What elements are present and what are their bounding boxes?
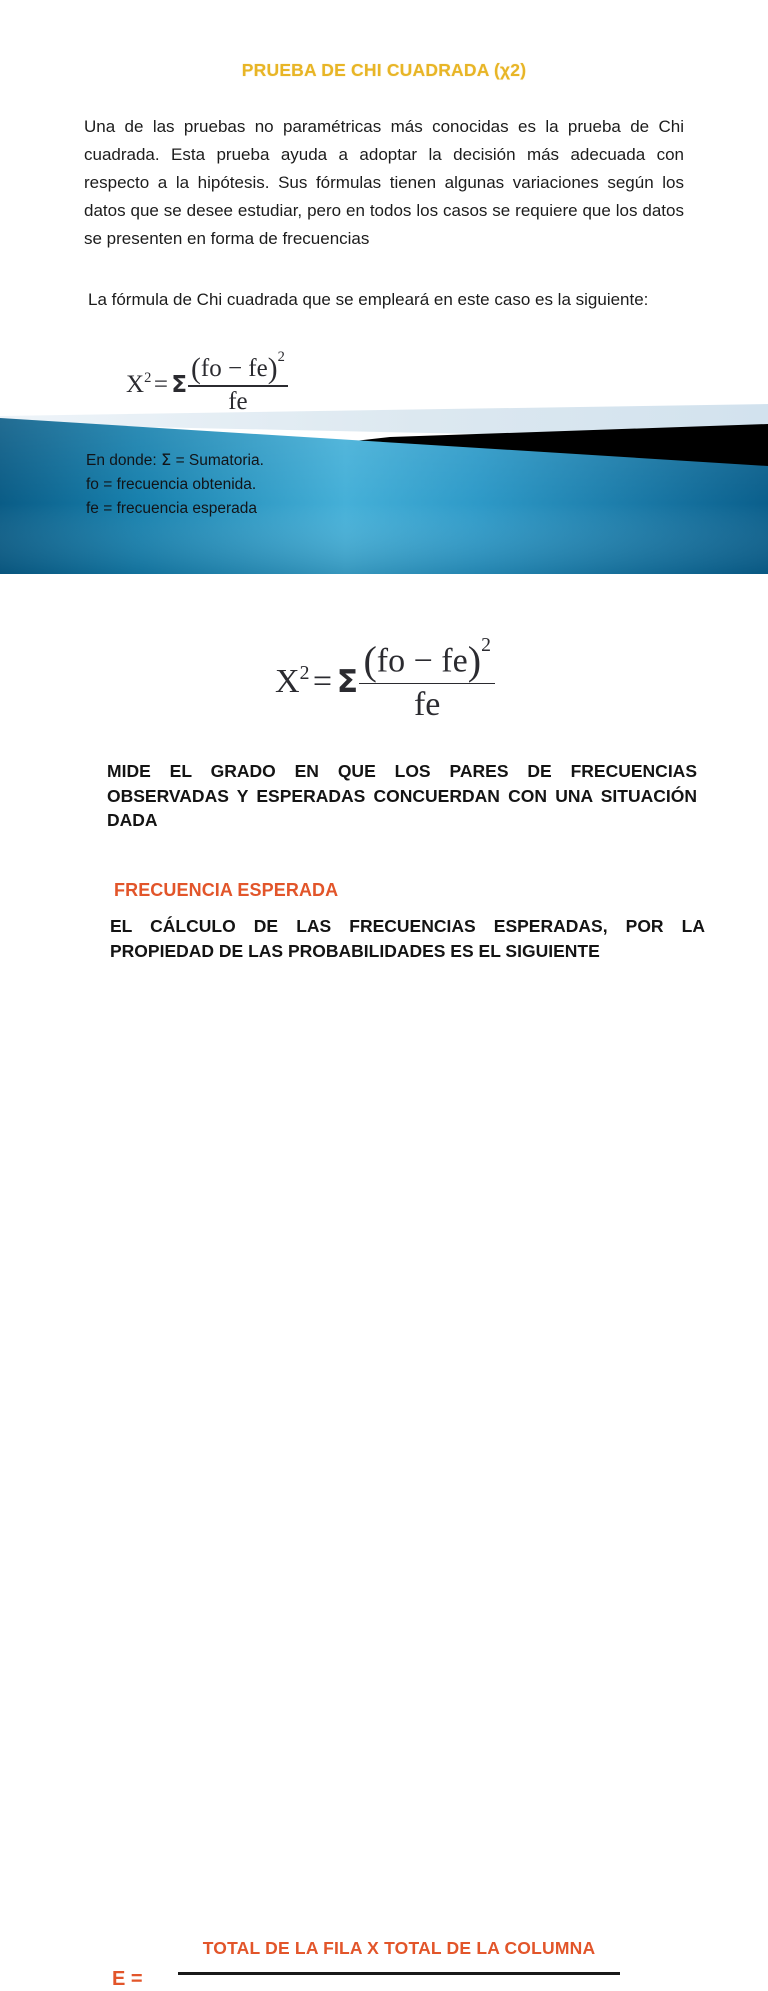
numerator-power: 2 [277,348,285,365]
formula-equals: = [312,662,332,700]
formula-denominator: fe [413,685,441,723]
intro-paragraph: Una de las pruebas no paramétricas más conocidas es la prueba de Chi cuadrada. Esta prueba ayuda a adoptar la decisión más adecuada con respecto a la hipótesis. Sus fórmulas tienen algunas variaciones según los datos que se desee estudiar, pero en todos los casos se requiere que los datos se presenten en forma de frecuencias [84,117,684,248]
page-title: PRUEBA DE CHI CUADRADA (χ2) [241,60,527,80]
formula-denominator: fe [228,388,248,416]
numerator-body: fo − fe [376,642,468,680]
paren-close: ) [467,638,482,683]
paren-open: ( [363,638,377,683]
paren-close: ) [267,353,278,385]
e-label: E = [112,1968,143,1990]
formula-numerator [359,633,495,683]
legend-text [86,448,264,521]
legend-line-2: fo = frecuencia obtenida. [86,476,257,493]
formula-equals: = [153,370,168,398]
paren-open: ( [191,353,201,385]
legend-line-1-suffix: = Sumatoria. [171,452,264,469]
definition-statement: MIDE EL GRADO EN QUE LOS PARES DE FRECUENCIAS OBSERVADAS Y ESPERADAS CONCUERDAN CON UNA SITUACIÓN DADA [107,761,697,830]
formula-exponent: 2 [144,370,152,387]
section-heading: FRECUENCIA ESPERADA [114,880,339,900]
e-fraction-bar [178,1972,620,1975]
e-numerator: TOTAL DE LA FILA X TOTAL DE LA COLUMNA [202,1938,596,1958]
formula-exponent: 2 [299,661,310,684]
chi-square-formula-large [275,633,495,723]
calculation-statement: EL CÁLCULO DE LAS FRECUENCIAS ESPERADAS, POR LA PROPIEDAD DE LAS PROBABILIDADES ES EL SIGUIENTE [110,916,705,961]
sigma-icon: Σ [171,371,188,398]
formula-numerator [188,348,288,385]
sigma-icon: Σ [160,450,172,469]
numerator-power: 2 [481,633,491,656]
legend-line-1 [86,448,264,473]
legend-line-3: fe = frecuencia esperada [86,500,258,517]
formula-fraction [359,633,495,723]
legend-line-1-prefix: En donde: [86,452,161,469]
formula-variable: X [275,662,300,700]
numerator-body: fo − fe [200,355,268,383]
formula-variable: X [126,370,145,398]
sigma-icon: Σ [336,663,359,700]
expected-frequency-formula [0,968,768,1990]
formula-lead-in-paragraph: La fórmula de Chi cuadrada que se empleará en este caso es la siguiente: [88,290,649,309]
